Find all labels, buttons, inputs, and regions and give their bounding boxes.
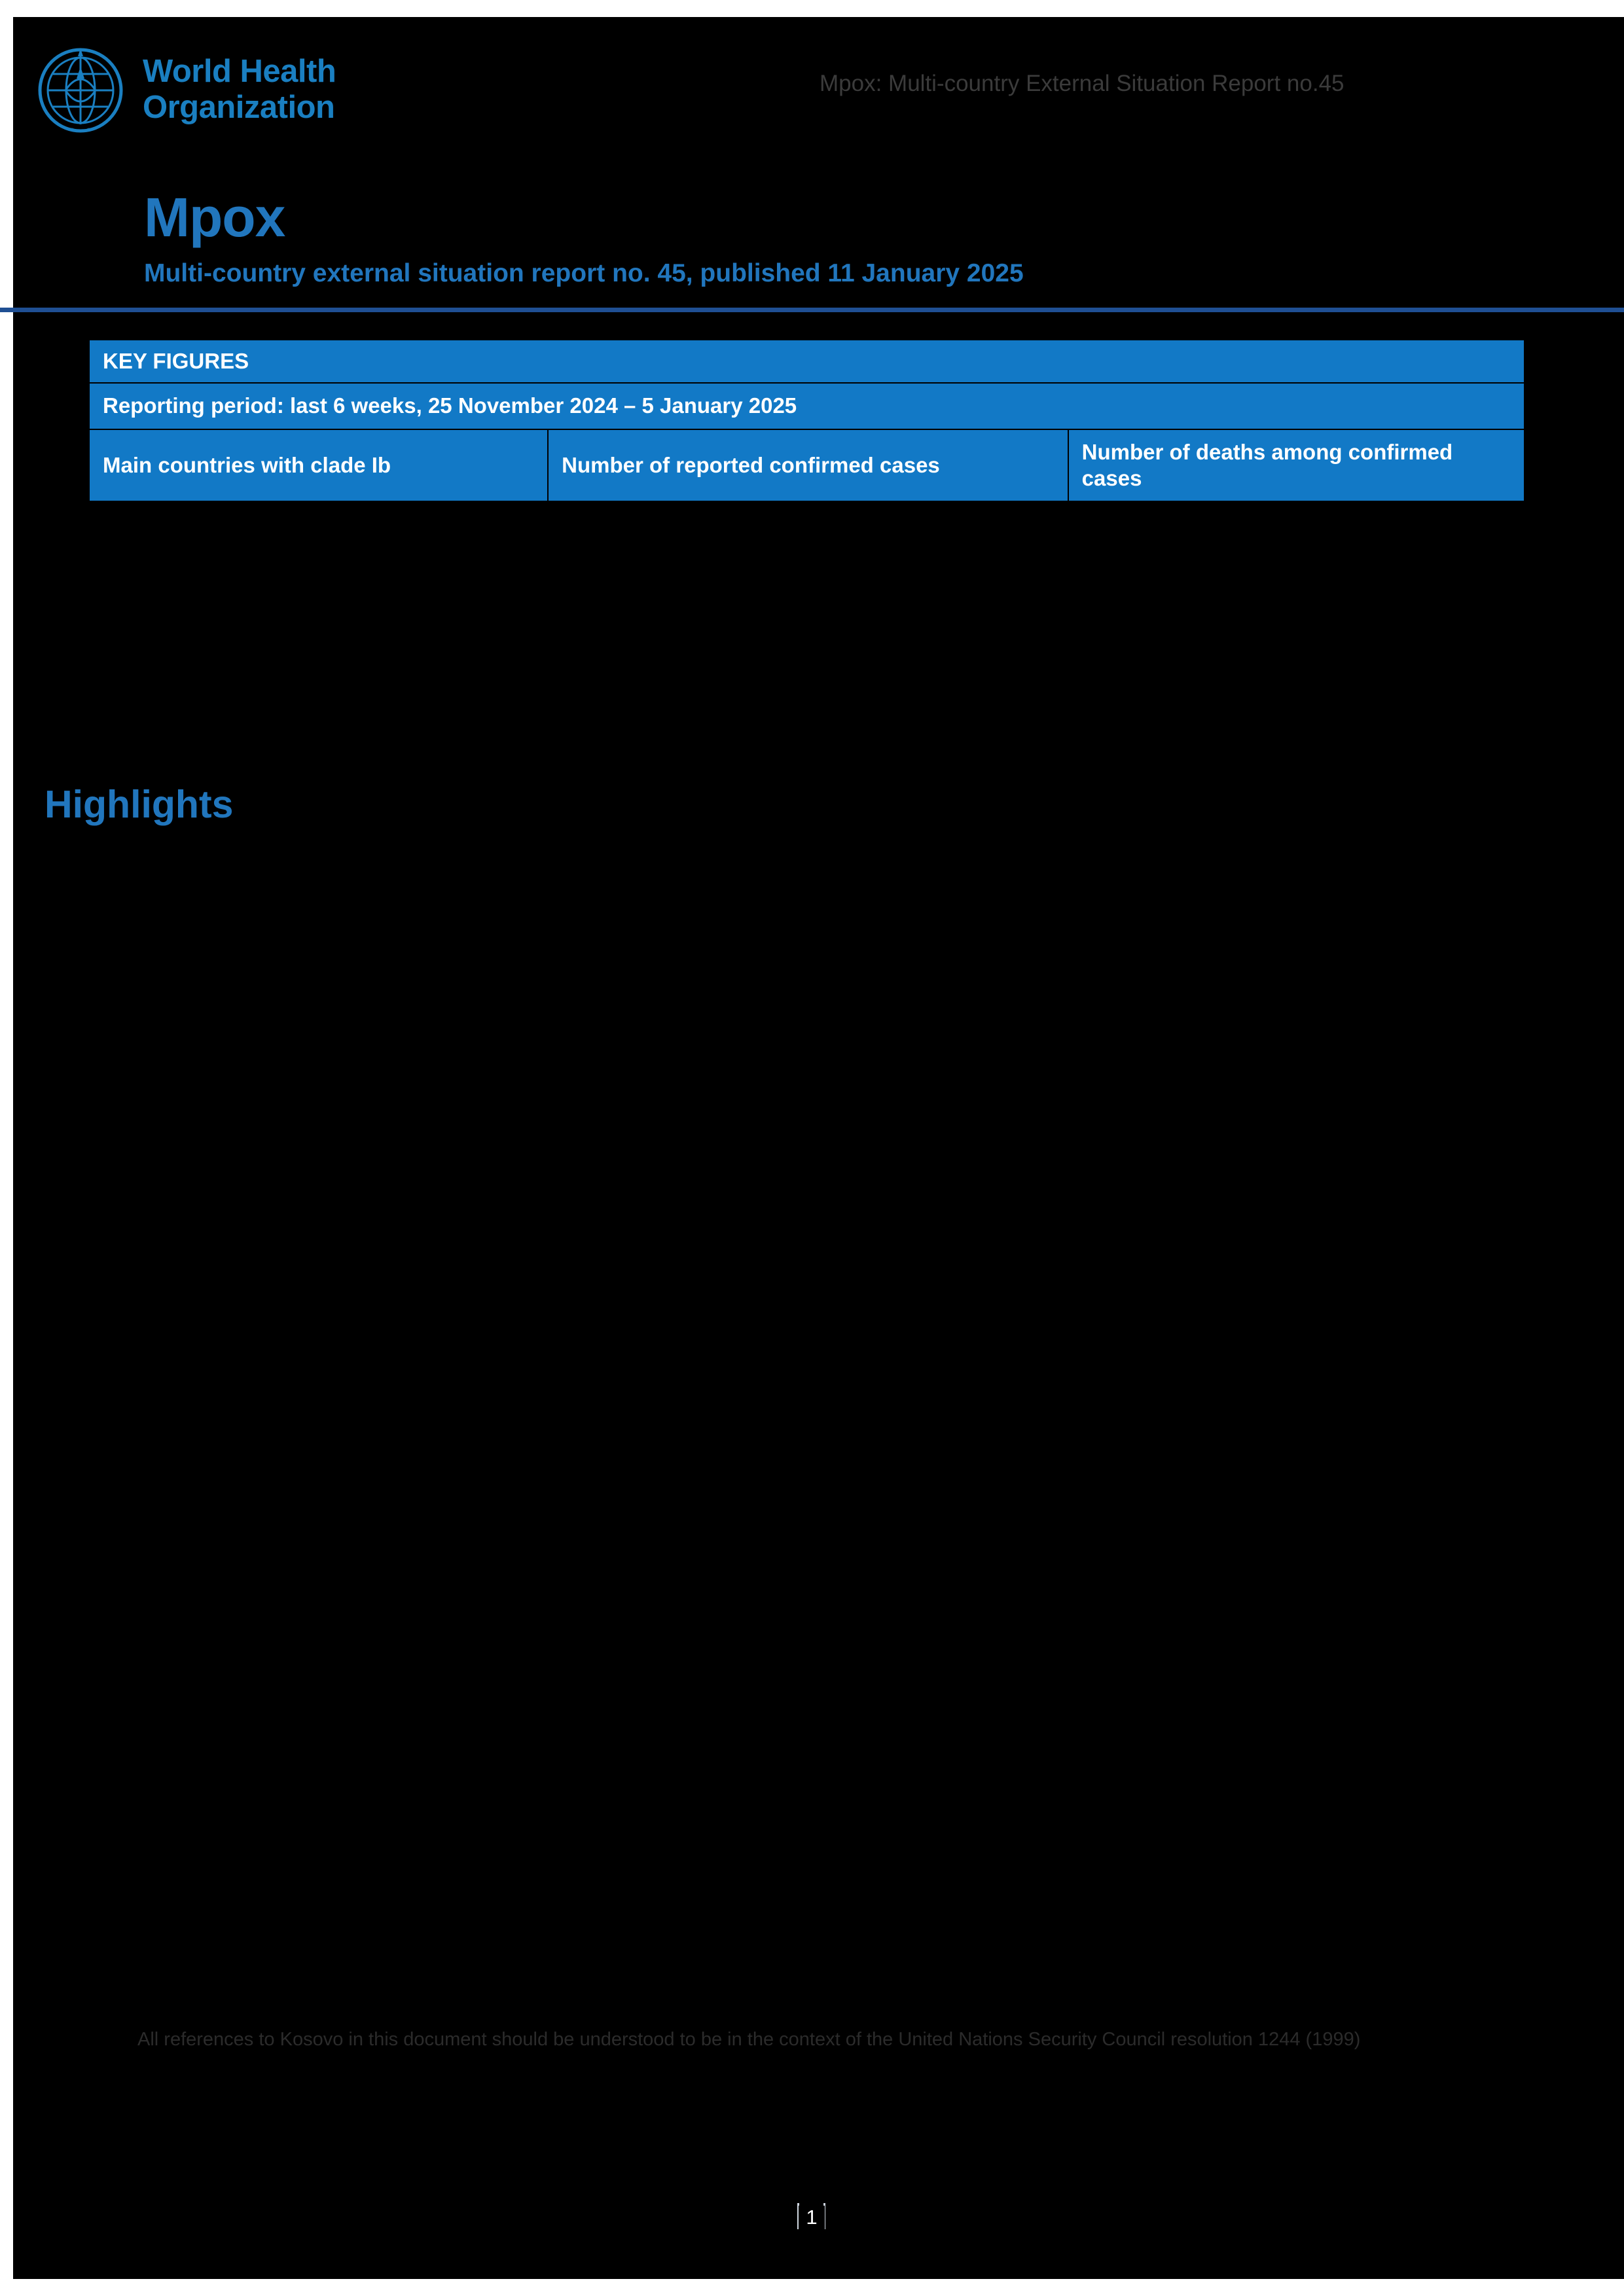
who-emblem-icon: [31, 45, 130, 136]
who-logo: [31, 42, 365, 134]
column-header-confirmed-cases: Number of reported confirmed cases: [548, 429, 1068, 502]
header-divider: [0, 308, 1624, 312]
page-bottom-margin: [0, 2279, 1624, 2296]
column-header-deaths: Number of deaths among confirmed cases: [1068, 429, 1525, 502]
page-top-margin: [0, 0, 1624, 17]
who-logo-line1: World Health: [143, 54, 336, 89]
page-left-margin: [0, 0, 13, 2296]
section-heading-highlights: Highlights: [45, 783, 234, 826]
page-subtitle: Multi-country external situation report no. 45, published 11 January 2025: [144, 259, 1024, 287]
table-row-title: [89, 340, 1525, 383]
key-figures-table: [88, 339, 1525, 502]
who-logo-text: [143, 54, 336, 126]
running-head: Mpox: Multi-country External Situation Report no.45: [820, 71, 1344, 96]
footnote: All references to Kosovo in this document should be understood to be in the context of the United Nations Security Council resolution 1244 (1999): [137, 2029, 1361, 2050]
page-title: Mpox: [144, 187, 285, 248]
table-row-reporting-period: [89, 383, 1525, 429]
reporting-period-cell: Reporting period: last 6 weeks, 25 November 2024 – 5 January 2025: [89, 383, 1525, 429]
key-figures-title: KEY FIGURES: [89, 340, 1525, 383]
who-logo-line2: Organization: [143, 89, 335, 125]
page-header: [0, 17, 1624, 138]
title-block: [144, 187, 1453, 289]
column-header-countries: Main countries with clade Ib: [89, 429, 548, 502]
table-row-column-headers: [89, 429, 1525, 502]
page-number: 1: [799, 2206, 825, 2229]
